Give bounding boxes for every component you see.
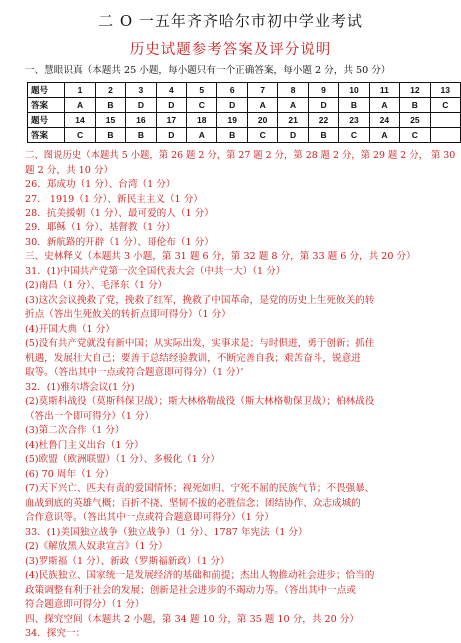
- answer-line: (2)《解放黑人奴隶宣言》（1 分）: [25, 541, 168, 553]
- answer-line: 政策调整有利于社会的发展；创新是社会进步的不竭动力等。（答出其中一点或: [25, 584, 356, 596]
- table-cell: 10: [339, 83, 369, 98]
- answer-line: 折点（答出生死攸关的转折点即可得分）（1 分）: [25, 309, 231, 321]
- table-cell: 16: [126, 113, 156, 128]
- answer-line: 29．耶稣（1 分）、基督教（1 分）: [25, 222, 176, 234]
- table-cell: 8: [278, 83, 308, 98]
- answer-line: (4)杜鲁门主义出台（1 分）: [25, 439, 144, 451]
- table-cell: [430, 113, 460, 128]
- table-cell: 3: [126, 83, 156, 98]
- text-line: 题 2 分，共 10 分）: [25, 164, 114, 176]
- table-cell: 7: [247, 83, 277, 98]
- table-cell: 17: [156, 113, 186, 128]
- answer-line: 33．(1)美国独立战争（独立战争）（1 分）、1787 年宪法（1 分）: [25, 526, 308, 538]
- table-cell: 9: [308, 83, 338, 98]
- table-cell: 5: [187, 83, 217, 98]
- section-heading: 一、慧眼识真（本题共 25 小题，每小题只有一个正确答案，每小题 2 分，共 50 分）: [25, 65, 391, 76]
- table-cell: C: [247, 128, 277, 143]
- table-cell: B: [95, 98, 125, 113]
- table-cell: 4: [156, 83, 186, 98]
- table-cell: 14: [65, 113, 95, 128]
- table-cell: 13: [430, 83, 460, 98]
- answer-line: (4)开国大典（1 分）: [25, 323, 115, 335]
- table-cell: B: [308, 128, 338, 143]
- answer-line: (5)没有共产党就没有新中国；从实际出发，实事求是；与时俱进，勇于创新；抓住: [25, 338, 375, 350]
- table-cell: A: [369, 128, 399, 143]
- answer-line: 26．郑成功（1 分）、台湾（1 分）: [25, 179, 176, 190]
- table-cell: 21: [278, 113, 308, 128]
- answer-line: (4)民族独立、国家统一是发展经济的基础和前提；杰出人物推动社会进步；恰当的: [25, 570, 375, 582]
- section-heading: 四、探究空间（本题共 2 小题，第 34 题 10 分，第 35 题 10 分，共 20 分）: [25, 613, 359, 625]
- answer-line: 30．新航路的开辟（1 分）、哥伦布（1 分）: [25, 236, 214, 248]
- table-cell: B: [339, 98, 369, 113]
- table-cell: B: [217, 128, 247, 143]
- table-cell: A: [369, 98, 399, 113]
- table-row: [28, 113, 461, 128]
- table-cell: A: [247, 98, 277, 113]
- table-cell: C: [187, 98, 217, 113]
- table-cell: 题号: [28, 113, 65, 128]
- table-cell: C: [400, 128, 430, 143]
- table-cell: [430, 128, 460, 143]
- table-cell: 2: [95, 83, 125, 98]
- table-cell: 6: [217, 83, 247, 98]
- answer-line: 取等。（答出其中一点或符合题意即可得分）（1 分）’: [25, 367, 244, 379]
- table-row: [28, 128, 461, 143]
- answer-line: (2)南昌（1 分）、毛泽东（1 分）: [25, 280, 168, 292]
- page-subtitle: 历史试题参考答案及评分说明: [129, 42, 332, 58]
- answer-line: (2)莫斯科战役（莫斯科保卫战）；斯大林格勒战役（斯大林格勒保卫战）；柏林战役: [25, 396, 375, 408]
- table-cell: 20: [247, 113, 277, 128]
- answer-line: 28．抗美援朝（1 分）、最可爱的人（1 分）: [25, 207, 214, 219]
- table-cell: 12: [400, 83, 430, 98]
- table-cell: 22: [308, 113, 338, 128]
- table-cell: D: [156, 98, 186, 113]
- table-cell: 11: [369, 83, 399, 98]
- table-cell: 25: [400, 113, 430, 128]
- answer-line: (7)天下兴亡、匹夫有责的爱国情怀；视死如归、宁死不屈的民族气节；不畏强暴、: [25, 483, 375, 495]
- answer-line: 合作意识等。（答出其中一点或符合题意即可得分）（1 分）: [25, 512, 274, 524]
- table-cell: A: [65, 98, 95, 113]
- answer-line: (3)罗斯福（1 分）、新政（罗斯福新政）（1 分）: [25, 555, 230, 567]
- table-cell: C: [339, 128, 369, 143]
- answer-line: 符合题意即可得分）（1 分）: [25, 599, 145, 610]
- table-row: [28, 83, 461, 98]
- answer-line: (5)欧盟（欧洲联盟）（1 分）、多极化（1 分）: [25, 454, 220, 466]
- table-cell: D: [126, 98, 156, 113]
- answer-line: 31．(1)中国共产党第一次全国代表大会（中共一大）（1 分）: [25, 265, 286, 277]
- table-cell: D: [308, 98, 338, 113]
- table-cell: D: [156, 128, 186, 143]
- table-cell: B: [400, 98, 430, 113]
- table-cell: B: [126, 128, 156, 143]
- table-cell: 答案: [28, 128, 65, 143]
- table-row: [28, 98, 461, 113]
- answer-line: (3)这次会议挽救了党，挽救了红军，挽救了中国革命，是党的历史上生死攸关的转: [25, 294, 375, 306]
- table-cell: B: [95, 128, 125, 143]
- section-heading: 三、史林释义（本题共 3 小题，第 31 题 6 分，第 32 题 8 分，第 33 题 6 分，共 20 分）: [25, 251, 416, 263]
- answer-line: 34．探究一：: [25, 628, 86, 639]
- table-cell: A: [278, 98, 308, 113]
- answer-line: 机遇，发展壮大自己；要善于总结经验教训，不断完善自我；艰苦奋斗，锐意进: [25, 352, 361, 364]
- table-cell: C: [430, 98, 460, 113]
- table-cell: 23: [339, 113, 369, 128]
- page-title: 二 O 一五年齐齐哈尔市初中学业考试: [98, 12, 363, 30]
- table-cell: C: [65, 128, 95, 143]
- table-cell: 答案: [28, 98, 65, 113]
- answer-line: （答出一个即可得分）（1 分）: [25, 410, 155, 422]
- answer-line: (6) 70 周年（1 分）: [25, 468, 115, 480]
- answer-line: 血战到底的英雄气概；百折不挠、坚韧不拔的必胜信念；团结协作、众志成城的: [25, 497, 361, 509]
- table-cell: 18: [187, 113, 217, 128]
- section-heading: 二、图说历史（本题共 5 小题，第 26 题 2 分，第 27 题 2 分，第 28 题 2 分，第 29 题 2 分， 第 30: [25, 150, 456, 161]
- table-cell: D: [278, 128, 308, 143]
- table-cell: A: [187, 128, 217, 143]
- answer-table: [27, 82, 461, 143]
- table-cell: 19: [217, 113, 247, 128]
- answer-line: (3)第二次合作（1 分）: [25, 425, 125, 437]
- table-cell: 题号: [28, 83, 65, 98]
- table-cell: 1: [65, 83, 95, 98]
- answer-line: 27． 1919（1 分）、新民主主义（1 分）: [25, 193, 203, 205]
- table-cell: D: [217, 98, 247, 113]
- answer-line: 32．(1)雅尔塔会议(1 分): [25, 381, 135, 393]
- table-cell: 15: [95, 113, 125, 128]
- table-cell: 24: [369, 113, 399, 128]
